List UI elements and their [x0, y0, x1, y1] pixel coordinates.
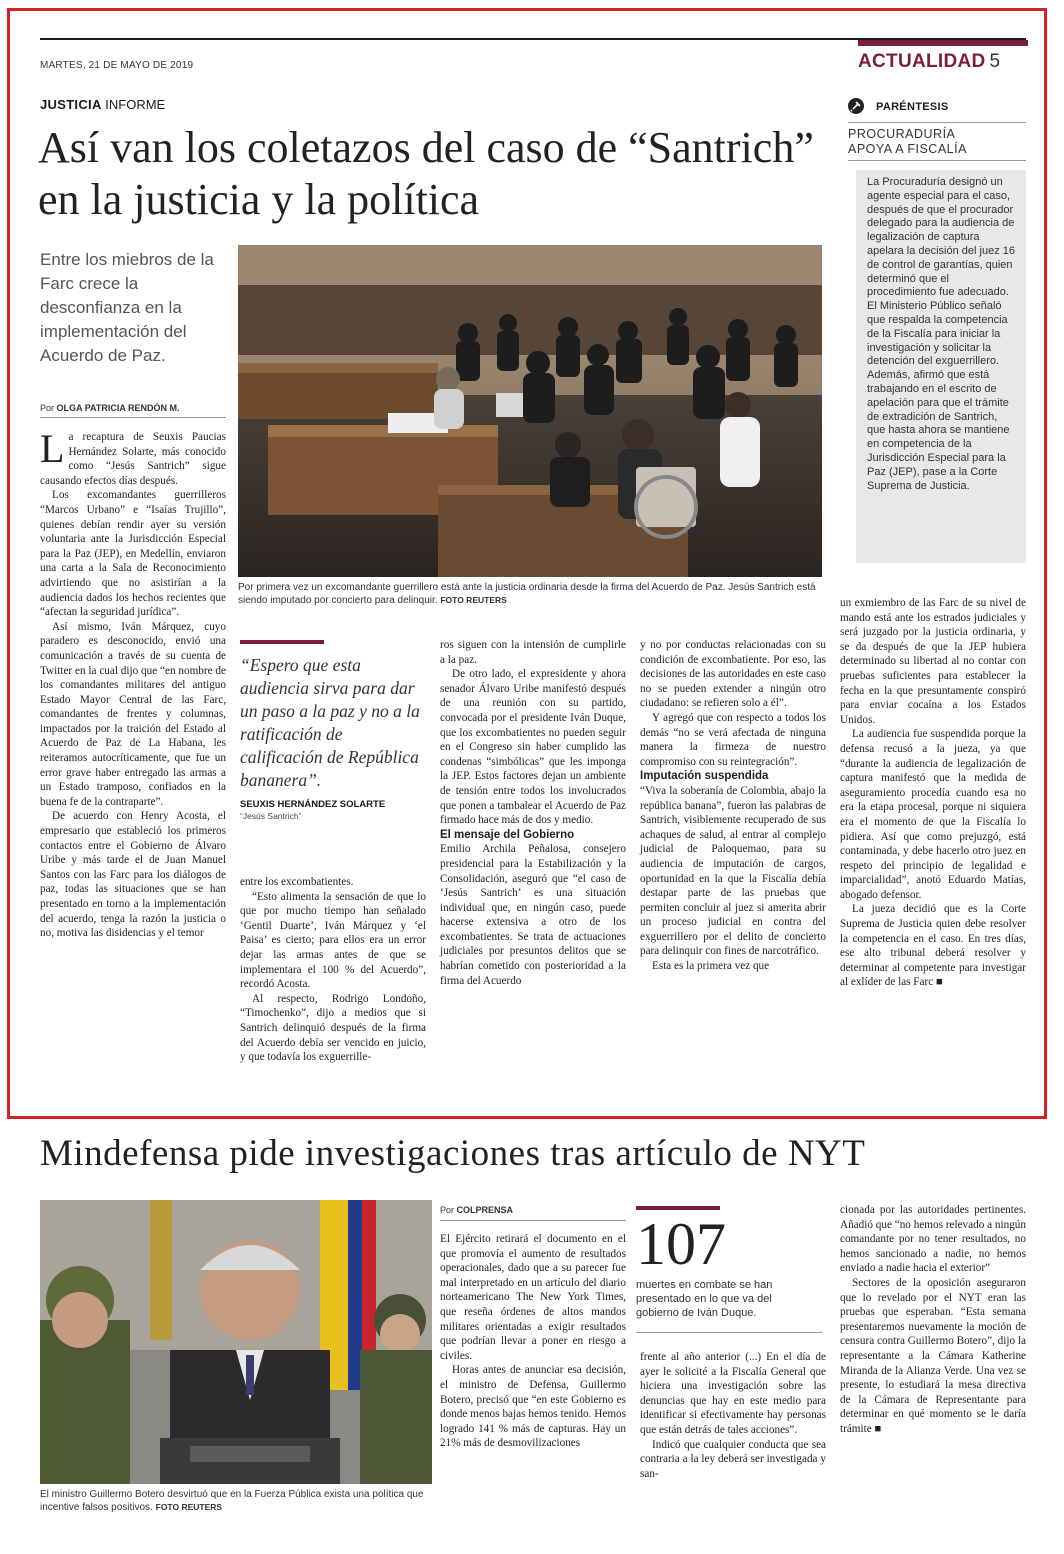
drop-cap: L [40, 426, 65, 471]
story2-column-1: El Ejército retirará el documento en el que promovía el aumento de resultados operacionales, dado que a su parecer fue mal interpretado en un artículo del diario norteamericano The New York Times, que reseña órdenes de altos mandos militares orientadas a exigir resultados que podrían llevar a poner en riesgo a civiles. Horas antes de anunciar esa decisión, el ministro de Defensa, Guillermo Botero, precisó que “en este Gobierno es donde menos bajas hemos tenido. Hemos logrado 141 % más de capturas. Hay un 21% más de desmovilizaciones [440, 1233, 626, 1450]
kicker [40, 97, 165, 112]
quote-name: SEUXIS HERNÁNDEZ SOLARTE [240, 799, 386, 810]
parentesis-box [848, 98, 1026, 161]
byline: Por OLGA PATRICIA RENDÓN M. [40, 403, 180, 413]
section-bar [858, 40, 1028, 46]
stat-number: 107 [636, 1211, 726, 1277]
headline: Así van los coletazos del caso de “Santrich” en la justicia y la política [38, 123, 814, 224]
story2-byline-rule [440, 1220, 626, 1221]
page-number: 5 [989, 51, 1001, 72]
story1-column-1: La recaptura de Seuxis Paucias Hernández Solarte, más conocido como “Jesús Santrich” sigue causando efectos días después. Los excomandantes guerrilleros “Marcos Urbano” e “Isaías Trujillo”, quienes debían rendir ayer su versión voluntaria ante la Jurisdicción Especial para la Paz (JEP), en Medellín, enviaron una carta a la Sala de Reconocimiento advirtiendo que no asistirían a la audiencia dados los hechos recientes que “afectan la seguridad jurídica”. Así mismo, Iván Márquez, cuyo paradero es desconocido, envió una comunicación a través de su cuenta de Twitter en la cual dijo que “en nombre de los comandantes militares del antiguo Estado Mayor Central de las Farc, comandantes de frentes y columnas, impactados por la traición del Estado al Acuerdo de Paz de La Habana, les reiteramos autocríticamente, que fue un error grave haber entregado las armas a un Estado tramposo, confiados en la buena fe de la contraparte”. De acuerdo con Henry Acosta, el empresario que estableció los primeros contactos entre el Gobierno de Álvaro Uribe y más tarde el de Juan Manuel Santos con las Farc para los diálogos de paz, todas las situaciones que se han presentado en torno a la implementación del acuerdo, tenga la razón la justicia o no, motiva las disidencias y el temor [40, 426, 226, 940]
pull-quote: “Espero que esta audiencia sirva para dar un paso a la paz y no a la ratificación de calificación de República bananera”. [240, 655, 420, 790]
parentesis-body: La Procuraduría designó un agente especial para el caso, después de que el procurador delegado para la audiencia de legalización de captura apelara la decisión del juez 16 de control de garantías, quien determinó que el procedimiento fue adecuado. El Ministerio Público señaló que respalda la competencia de la Fiscalía para iniciar la investigación y solicitar la detención del exguerrillero. Además, afirmó que está trabajando en el escrito de apelación para que el trámite de extradición de Santrich, que hasta ahora se mantiene en competencia de la Jurisdicción Especial para la Paz (JEP), pase a la Corte Suprema de Justicia. [867, 176, 1015, 492]
photo1-caption: Por primera vez un excomandante guerrillero está ante la justicia ordinaria desde la firma del Acuerdo de Paz. Jesús Santrich está siendo imputado por concierto para delinquir. FOTO REUTERS [238, 582, 816, 606]
story1-column-3: ros siguen con la intensión de cumplirle a la paz. De otro lado, el expresidente y ahora senador Álvaro Uribe manifestó después de una reunión con su partido, convocada por el presidente Iván Duque, que los excombatientes no pueden seguir en el Congreso sin haber cumplido las condenas “simbólicas” que les imponga la JEP. Estos factores dejan un ambiente de tensión entre todos los involucrados que ponen a tambalear el Acuerdo de Paz firmado hace más de dos y medio. El mensaje del Gobierno Emilio Archila Peñalosa, consejero presidencial para la Estabilización y la Consolidación, aseguró que “el caso de ‘Jesús Santrich’ es una situación individual que, en ningún caso, puede hacerse extensiva a otro de los excombatientes. Se trata de actuaciones judiciales por presuntos delitos que se habrían cometido con posterioridad a la firma del Acuerdo [440, 639, 626, 987]
story1-column-2: entre los excombatientes. “Esto alimenta la sensación de que lo que por mucho tiempo han señalado ‘Gentil Duarte’, Iván Márquez y ‘el Paisa’ es cierto; para ellos era un error dejar las armas antes de que se implementara el 100 % del Acuerdo”, recordó Acosta. Al respecto, Rodrigo Londoño, “Timochenko”, dijo a medios que si Santrich delinquió después de la firma del Acuerdo debía ser vencido en juicio, y que todavía los exguerrille- [240, 876, 426, 1064]
story1-column-5: un exmiembro de las Farc de su nivel de mando está ante los estrados judiciales y será juzgado por la justicia ordinaria, y se da después de que la JEP hubiera determinado su libertad al no contar con pruebas suficientes para establecer la fecha en la que presuntamente conspiró para enviar cocaína a los Estados Unidos. La audiencia fue suspendida porque la defensa recusó a la jueza, ya que “durante la audiencia de legalización de captura manifestó que la medida de aseguramiento procedía cuando esa no era la etapa procesal, porque ni siquiera era el momento de que la Fiscalía lo pidiera. Así que como prejuzgó, está contaminada, y debe hacerlo otro juez en respeto del principio de legalidad e imparcialidad”, anotó Eduardo Matías, abogado defensor. La jueza decidió que es la Corte Suprema de Justicia quien debe resolver la competencia en el caso. En tres días, ese alto tribunal deberá resolver y determinar al competente para investigar al exlíder de las Farc ■ [840, 597, 1026, 989]
byline-name: OLGA PATRICIA RENDÓN M. [56, 403, 180, 413]
parentesis-label: PARÉNTESIS [876, 101, 949, 113]
story2-column-3: cionada por las autoridades pertinentes. Añadió que “no hemos relevado a ningún comandante por no tener resultados, no hemos sancionado a nadie, no hemos enviado a nadie hacia el exterior” Sectores de la oposición aseguraron que lo revelado por el NYT eran las pruebas que esperaban. “Esta semana presentaremos nuevamente la moción de censura contra Guillermo Botero”, dijo la representante a la Cámara Katherine Miranda de la Alianza Verde. Una vez se presente, lo estudiará la mesa directiva de la Cámara de Representante para determinar en qué momento se le daría trámite ■ [840, 1204, 1026, 1435]
dek: Entre los miebros de la Farc crece la desconfianza en la implementación del Acuerdo de Paz. [40, 250, 214, 365]
dateline: MARTES, 21 DE MAYO DE 2019 [40, 60, 194, 71]
kicker-rest: INFORME [105, 97, 166, 112]
byline-rule [40, 417, 226, 418]
story2-column-2: frente al año anterior (...) En el día de ayer le solicité a la Fiscalía General que hiciera una investigación sobre las denuncias que hay en este medio para identificar si efectivamente hay personas que están detrás de tales acciones”. Indicó que cualquier conducta que sea contraria a la ley deberá ser investigada y san- [640, 1351, 826, 1480]
section-name: ACTUALIDAD [858, 51, 986, 72]
parentesis-title-1: PROCURADURÍA [848, 127, 956, 141]
parentesis-body-box [856, 170, 1026, 563]
stat-text: muertes en combate se han presentado en lo que va del gobierno de Iván Duque. [636, 1279, 773, 1319]
photo1-credit: FOTO REUTERS [440, 595, 507, 605]
photo2-caption: El ministro Guillermo Botero desvirtuó que en la Fuerza Pública exista una política que incentive falsos positivos. FOTO REUTERS [40, 1489, 424, 1513]
stat-bar [636, 1206, 720, 1210]
story1-column-4: y no por conductas relacionadas con su condición de excombatiente. Por eso, las decisiones de las autoridades en este caso no se pueden extender a ningún otro ciudadano: se refieren solo a él”. Y agregó que con respecto a todos los demás “no se verá afectada de ninguna manera la firmeza de nuestro compromiso con su reintegración”. Imputación suspendida “Viva la soberanía de Colombia, abajo la república banana”, fueron las palabras de Santrich, visiblemente recuperado de sus achaques de salud, al entrar al complejo judicial de Paloquemao, para su audiencia de imputación de cargos, oportunidad en la que la Fiscalía debía destapar parte de las pruebas que permiten concluir al juez si amerita abrir un proceso judicial en contra del exguerrillero por el delito de concierto para delinquir con fines de narcotráfico. Esta es la primera vez que [640, 639, 826, 973]
story2-byline: Por COLPRENSA [440, 1205, 514, 1215]
kicker-bold: JUSTICIA [40, 97, 102, 112]
stat-rule [636, 1332, 822, 1333]
subhead-imputacion: Imputación suspendida [640, 770, 769, 783]
story2-headline: Mindefensa pide investigaciones tras artículo de NYT [40, 1133, 866, 1174]
section-header [858, 51, 1000, 73]
photo2-credit: FOTO REUTERS [155, 1502, 223, 1512]
pin-icon [848, 98, 864, 114]
quote-bar [240, 640, 324, 644]
courtroom-photo [238, 245, 822, 577]
minister-photo [40, 1200, 432, 1484]
subhead-gobierno: El mensaje del Gobierno [440, 828, 575, 841]
story2-byline-name: COLPRENSA [456, 1205, 514, 1215]
quote-subtitle: “Jesús Santrich” [240, 811, 302, 821]
parentesis-title-2: APOYA A FISCALÍA [848, 142, 967, 156]
